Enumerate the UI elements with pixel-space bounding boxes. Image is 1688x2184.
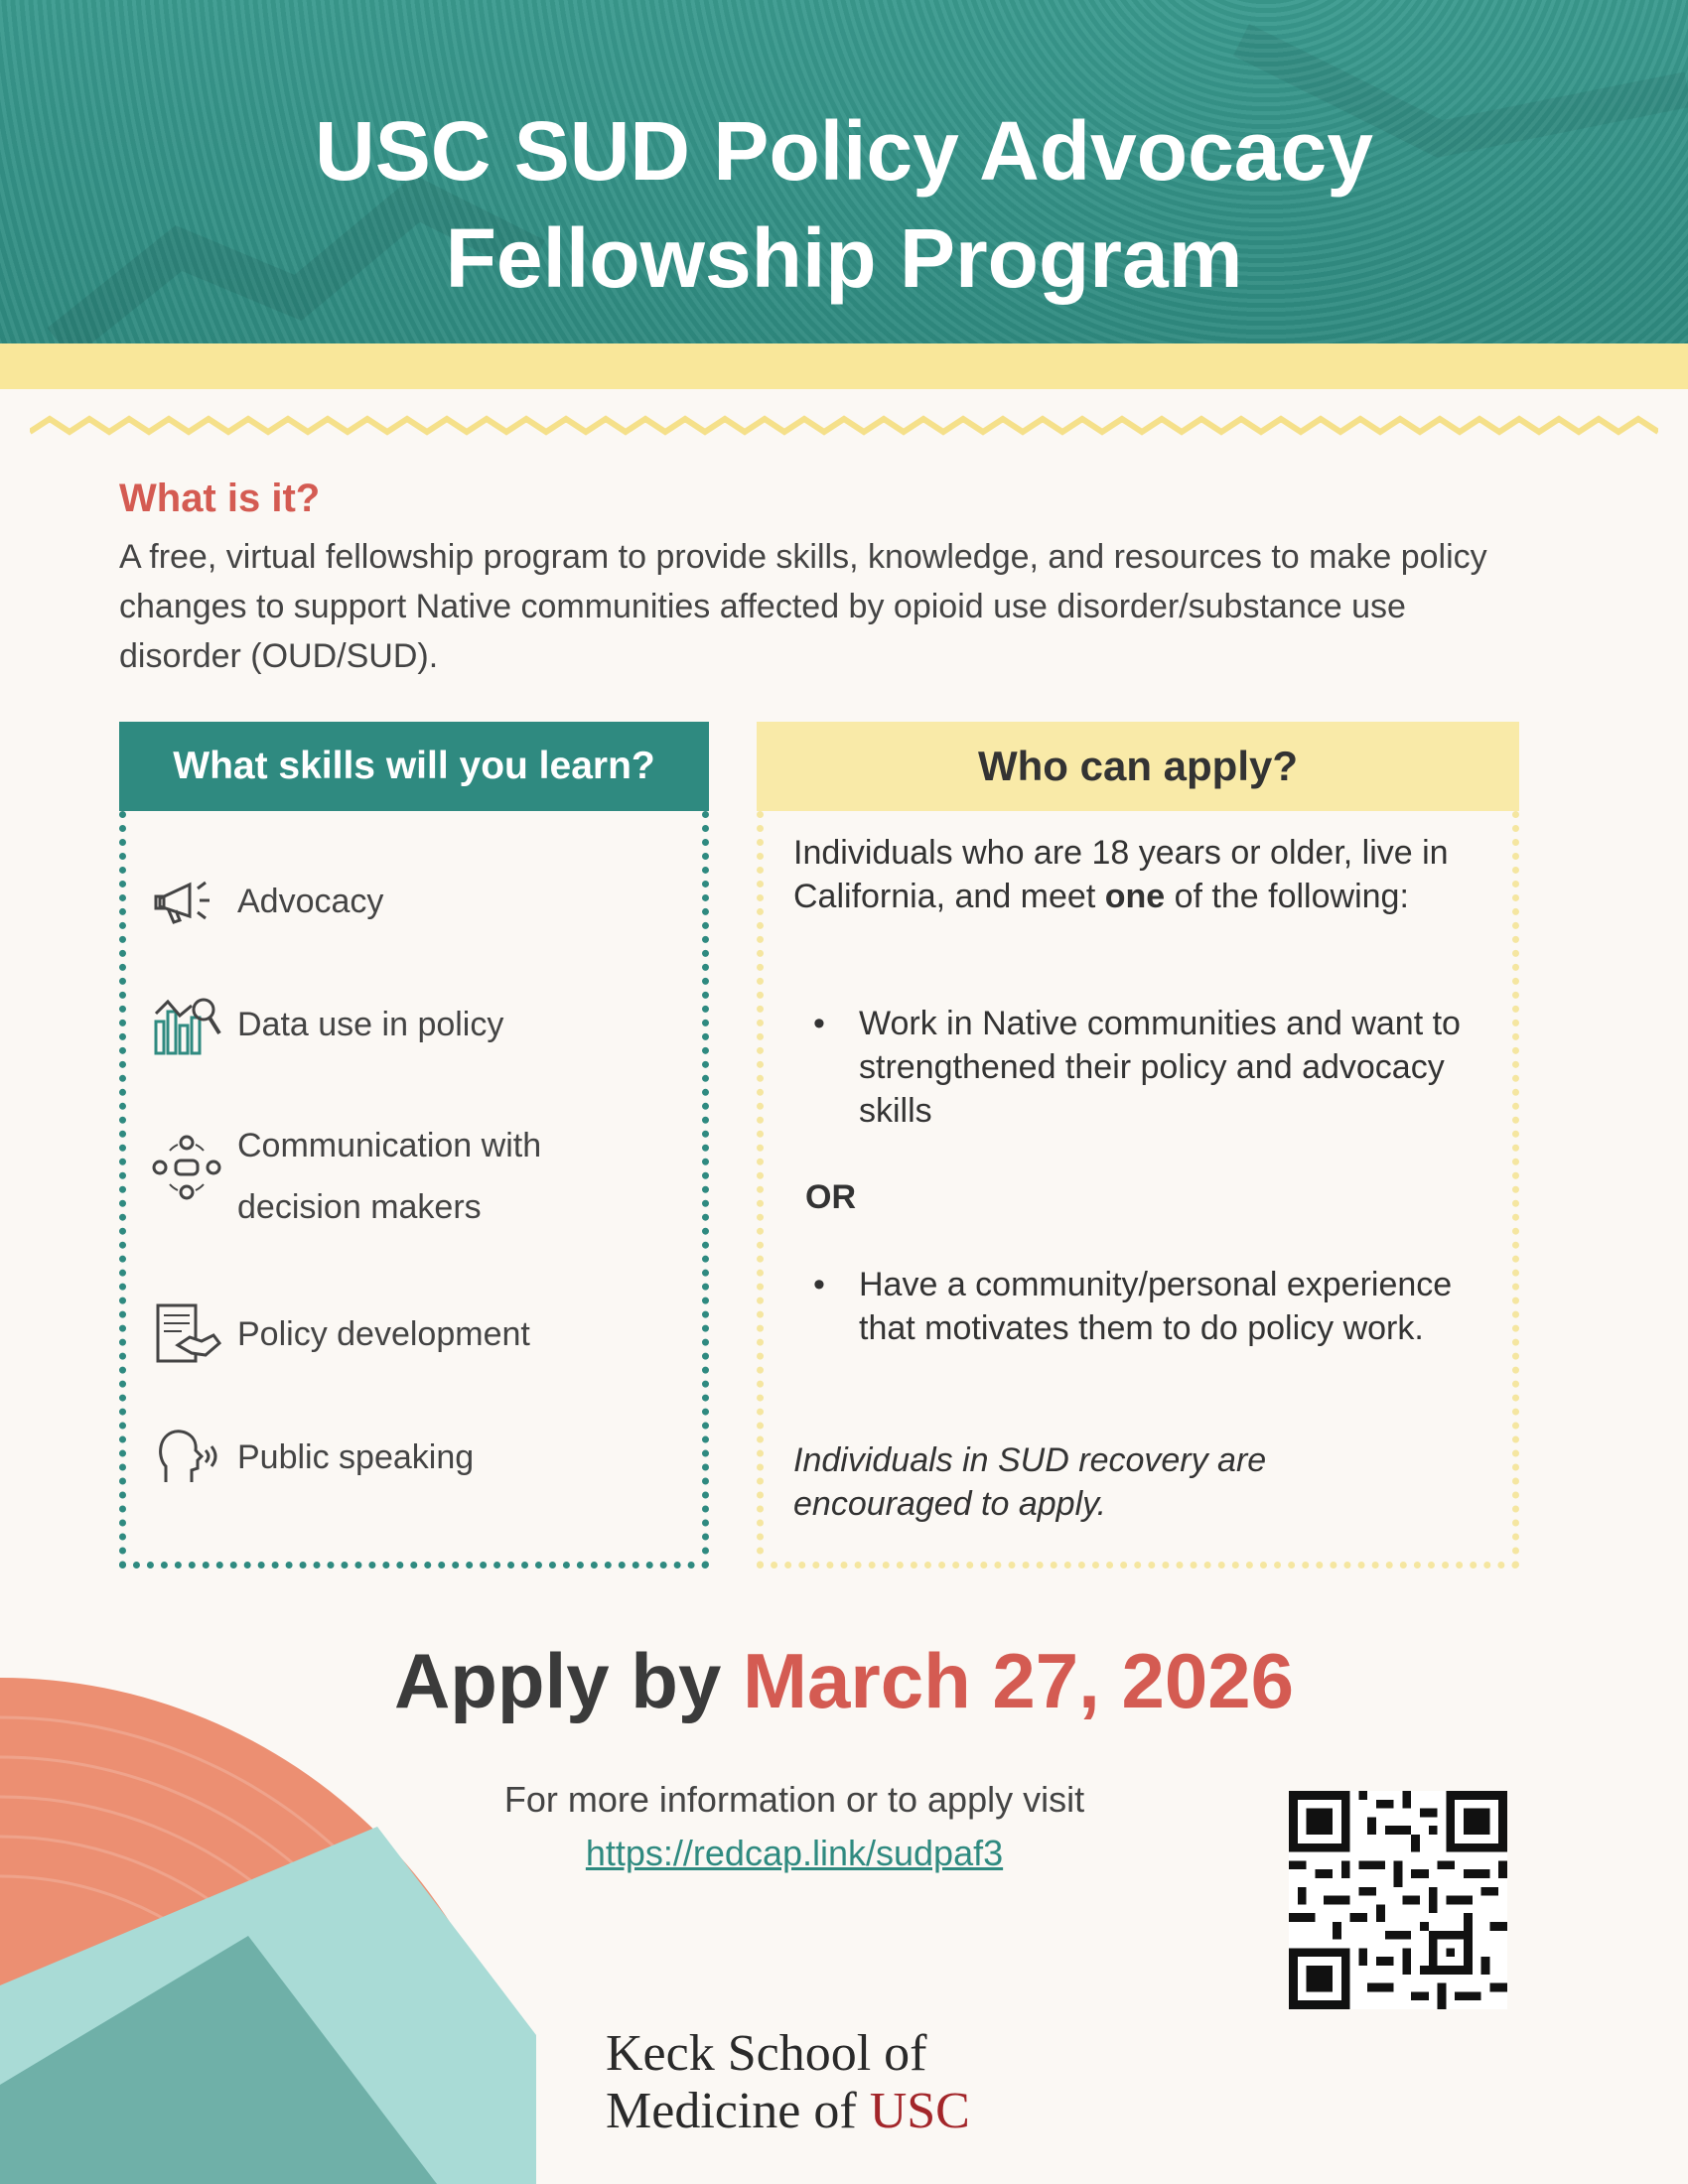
- skill-label: Public speaking: [237, 1438, 475, 1476]
- qr-code[interactable]: [1289, 1791, 1507, 2009]
- bar-chart-magnifier-icon: [152, 992, 221, 1057]
- deadline-prefix: Apply by: [393, 1637, 743, 1724]
- title-line-2: Fellowship Program: [445, 211, 1243, 305]
- bullet-text: Have a community/personal experience that motivates them to do policy work.: [859, 1266, 1453, 1347]
- logo-line-2: [606, 2083, 970, 2140]
- skill-label-line-2: decision makers: [237, 1188, 482, 1226]
- skill-label: Data use in policy: [237, 1006, 504, 1043]
- document-handshake-icon: [152, 1301, 221, 1367]
- skills-list: [119, 811, 709, 1569]
- eligibility-body: [757, 811, 1519, 1569]
- bullet-dot: •: [813, 1005, 825, 1042]
- apply-link[interactable]: https://redcap.link/sudpaf3: [585, 1833, 1004, 1873]
- skill-label: Advocacy: [237, 883, 384, 920]
- skill-label: [237, 1115, 541, 1238]
- skills-panel: [119, 722, 709, 1569]
- intro-text: Individuals who are 18 years or older, live in California, and meet: [793, 834, 1449, 915]
- megaphone-icon: [152, 869, 221, 934]
- bullet-text: Work in Native communities and want to strengthened their policy and advocacy skills: [859, 1005, 1461, 1130]
- or-separator: OR: [805, 1178, 856, 1216]
- bullet-dot: •: [813, 1266, 825, 1303]
- recovery-encouragement: Individuals in SUD recovery are encouraged to apply.: [793, 1441, 1267, 1523]
- header-banner: [0, 0, 1688, 343]
- intro-bold: one: [1104, 878, 1166, 915]
- page-title: [0, 97, 1688, 312]
- skill-item-advocacy: [152, 869, 383, 934]
- eligibility-panel: [757, 722, 1519, 1569]
- keck-usc-logo: [606, 2025, 970, 2140]
- eligibility-intro: [793, 831, 1508, 918]
- deadline-heading: [0, 1636, 1688, 1726]
- zigzag-divider: [30, 407, 1658, 447]
- yellow-band: [0, 343, 1688, 389]
- skill-item-policy-development: [152, 1301, 530, 1367]
- skill-item-data-use: [152, 992, 503, 1057]
- skill-label-line-1: Communication with: [237, 1127, 542, 1164]
- corner-decoration: [0, 1658, 536, 2184]
- logo-line-1: Keck School of: [606, 2025, 927, 2082]
- logo-usc-text: USC: [869, 2083, 970, 2139]
- speaking-head-icon: [152, 1425, 221, 1490]
- what-is-it-body: A free, virtual fellowship program to provide skills, knowledge, and resources to make policy changes to support Native communities affected by opioid use disorder/substance use disorder (OUD/SUD).: [119, 538, 1487, 675]
- deadline-date: March 27, 2026: [743, 1637, 1295, 1724]
- skill-item-communication: [152, 1115, 541, 1238]
- skill-label: Policy development: [237, 1315, 530, 1353]
- eligibility-heading: Who can apply?: [757, 722, 1519, 811]
- info-text: For more information or to apply visit: [503, 1779, 1085, 1820]
- skill-item-public-speaking: [152, 1425, 474, 1490]
- people-conversation-icon: [152, 1135, 221, 1200]
- logo-line-2-text: Medicine of: [606, 2083, 870, 2139]
- title-line-1: USC SUD Policy Advocacy: [315, 104, 1373, 198]
- skills-heading: What skills will you learn?: [119, 722, 709, 811]
- what-is-it-heading: What is it?: [119, 477, 321, 520]
- intro-text-end: of the following:: [1165, 878, 1409, 915]
